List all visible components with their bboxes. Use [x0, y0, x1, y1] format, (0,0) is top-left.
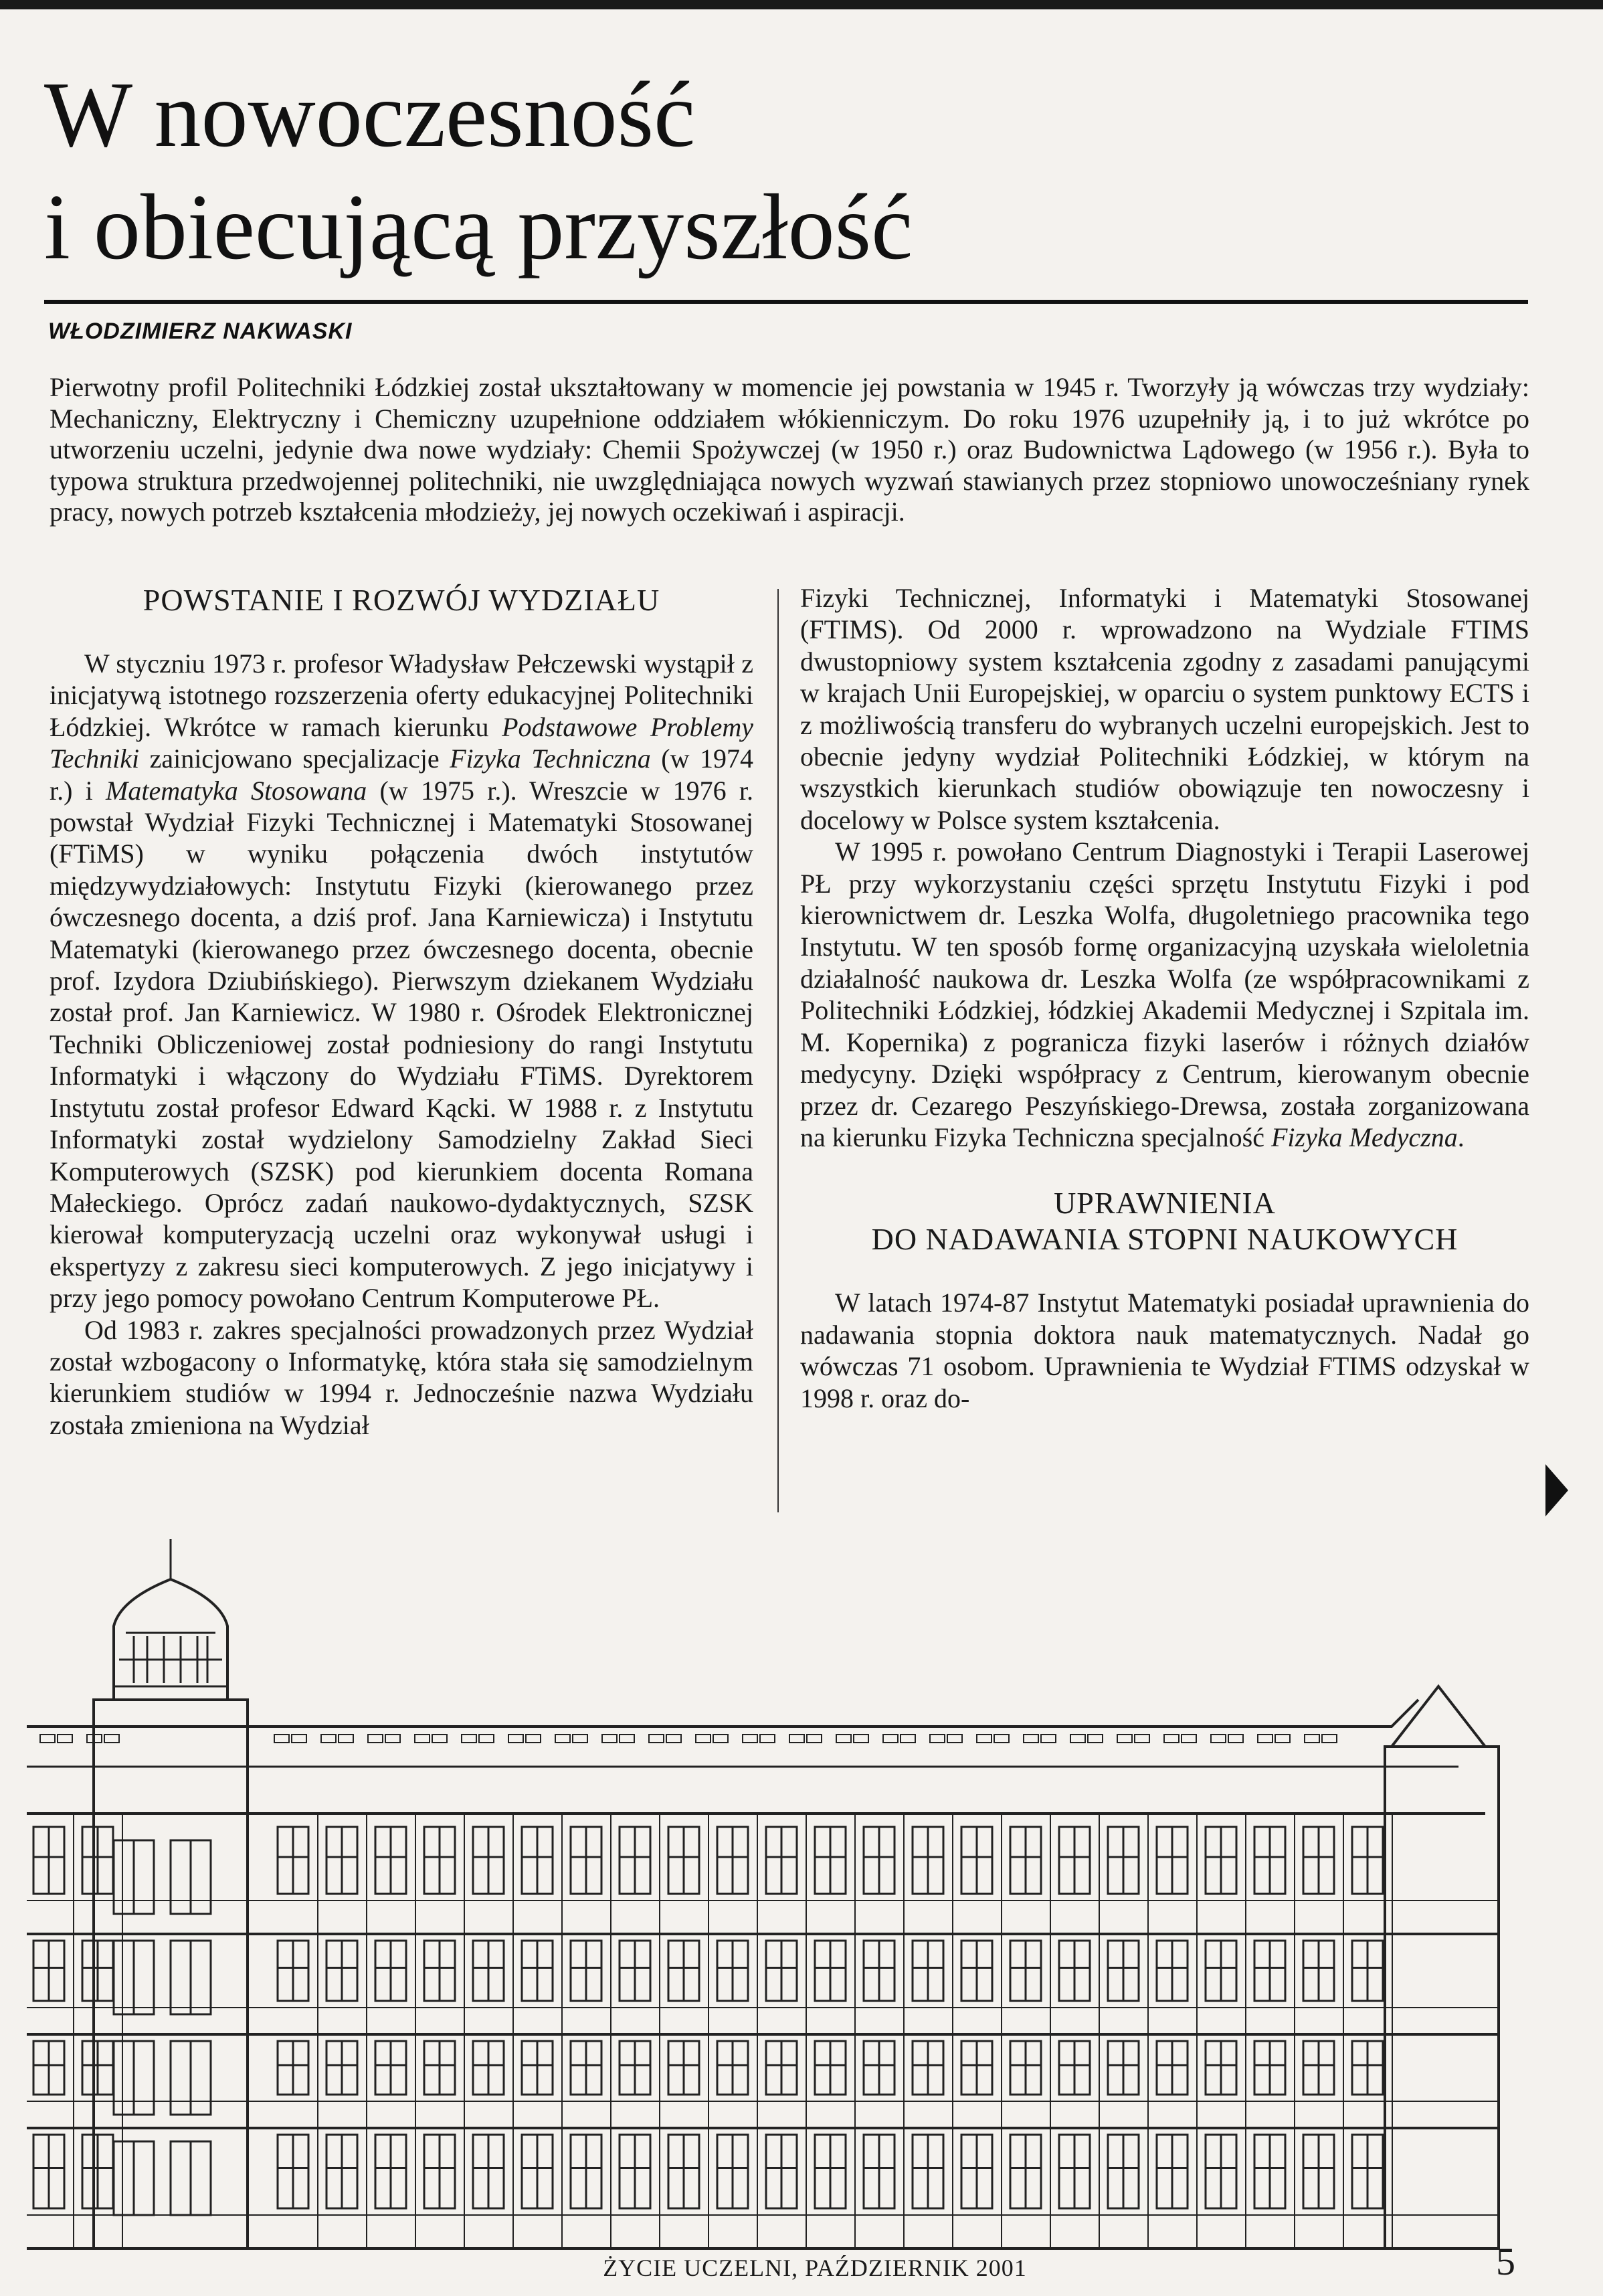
italic-term: Podstawowe Problemy Techniki	[50, 711, 753, 774]
page-number: 5	[1496, 2240, 1515, 2283]
roof-window	[462, 1735, 494, 1743]
roof-window	[40, 1735, 72, 1743]
facade-window	[571, 1827, 601, 1894]
facade-window	[1206, 1941, 1236, 2001]
facade-window	[961, 2041, 992, 2095]
facade-window	[571, 2041, 601, 2095]
facade-window	[473, 1941, 504, 2001]
facade-window	[913, 1827, 943, 1894]
body-paragraph: W styczniu 1973 r. profesor Władysław Pełczewski wystąpił z inicjatywą istotnego rozszerzenia oferty edukacyjnej Politechniki Łódzkiej. Wkrótce w ramach kierunku Podstawowe Problemy Techniki zainicjowano specjalizacje Fizyka Techniczna (w 1974 r.) i Matematyka Stosowana (w 1975 r.). Wreszcie w 1976 r. powstał Wydział Fizyki Technicznej i Matematyki Stosowanej (FTiMS) w wyniku połączenia dwóch instytutów międzywydziałowych: Instytutu Fizyki (kierowanego przez ówczesnego docenta, a dziś prof. Jana Karniewicza) i Instytutu Matematyki (kierowanego przez ówczesnego docenta, obecnie prof. Izydora Dziubińskiego). Pierwszym dziekanem Wydziału został prof. Jan Karniewicz. W 1980 r. Ośrodek Elektronicznej Techniki Obliczeniowej został podniesiony do rangi Instytutu Informatyki i włączony do Wydziału FTiMS. Dyrektorem Instytutu został profesor Edward Kącki. W 1988 r. z Instytutu Informatyki został wydzielony Samodzielny Zakład Sieci Komputerowych (SZSK) pod kierunkiem docenta Romana Małeckiego. Oprócz zadań naukowo-dydaktycznych, SZSK kierował komputeryzacją uczelni oraz wykonywał usługi i ekspertyzy z zakresu sieci komputerowych. Z jego inicjatywy i przy jego pomocy powołano Centrum Komputerowe PŁ.	[50, 648, 754, 1314]
facade-window	[473, 1827, 504, 1894]
roof-window	[836, 1735, 868, 1743]
section-heading-powstanie: POWSTANIE I ROZWÓJ WYDZIAŁU	[143, 583, 660, 617]
column-divider	[777, 589, 779, 1512]
facade-window	[33, 1941, 64, 2001]
facade-window	[1010, 2135, 1041, 2208]
facade-window	[1059, 2041, 1090, 2095]
facade-window	[1352, 1827, 1383, 1894]
facade-window	[717, 2041, 748, 2095]
body-paragraph: Od 1983 r. zakres specjalności prowadzonych przez Wydział został wzbogacony o Informatykę, która stała się samodzielnym kierunkiem studiów w 1994 r. Jednocześnie nazwa Wydziału została zmieniona na Wydział	[50, 1314, 753, 1440]
tower-window	[171, 1941, 211, 2014]
facade-window	[766, 1941, 797, 2001]
roof-window	[321, 1735, 353, 1743]
facade-window	[82, 2041, 113, 2095]
facade-window	[1010, 1941, 1041, 2001]
facade-window	[33, 2041, 64, 2095]
facade-window	[82, 2135, 113, 2208]
italic-term: Fizyka Medyczna	[1270, 1122, 1458, 1152]
facade-window	[1254, 1827, 1285, 1894]
facade-window	[815, 1827, 846, 1894]
facade-window	[766, 2041, 797, 2095]
body-paragraph: Fizyki Technicznej, Informatyki i Matematyki Stosowanej (FTIMS). Od 2000 r. wprowadzono na Wydziale FTIMS dwustopniowy system kształcenia zgodny z zasadami panującymi w krajach Unii Europejskiej, w oparciu o system punktowy ECTS i z możliwością transferu do wybranych uczelni europejskich. Jest to obecnie jedyny wydział Politechniki Łódzkiej, w którym na wszystkich kierunkach studiów obowiązuje ten nowoczesny i docelowy w Polsce system kształcenia.	[800, 583, 1529, 835]
article-title	[44, 59, 913, 284]
roof-window	[1211, 1735, 1243, 1743]
continue-arrow-icon	[1545, 1464, 1568, 1516]
facade-window	[961, 2135, 992, 2208]
facade-window	[522, 2135, 553, 2208]
facade-window	[1108, 1941, 1139, 2001]
lead-paragraph: Pierwotny profil Politechniki Łódzkiej został ukształtowany w momencie jej powstania w 1945 r. Tworzyły ją wówczas trzy wydziały: Mechaniczny, Elektryczny i Chemiczny uzupełnione oddziałem włókienniczym. Do roku 1976 uzupełniły ją, i to już wkrótce po utworzeniu uczelni, jedynie dwa nowe wydziały: Chemii Spożywczej (w 1950 r.) oraz Budownictwa Lądowego (w 1956 r.). Była to typowa struktura przedwojennej politechniki, nie uwzględniająca nowych wyzwań stawianych przez stopniowo unowocześniany rynek pracy, nowych potrzeb kształcenia młodzieży, jej nowych oczekiwań i aspiracji.	[50, 372, 1529, 527]
tower-window	[114, 1941, 154, 2014]
facade-window	[473, 2135, 504, 2208]
facade-window	[1157, 1941, 1188, 2001]
facade-window	[375, 2135, 406, 2208]
facade-window	[620, 1941, 650, 2001]
section-heading-uprawnienia: UPRAWNIENIA DO NADAWANIA STOPNI NAUKOWYCH	[871, 1186, 1458, 1257]
facade-window	[1059, 2135, 1090, 2208]
facade-window	[278, 1827, 308, 1894]
facade-window	[522, 2041, 553, 2095]
roof-window	[1305, 1735, 1337, 1743]
facade-window	[326, 1827, 357, 1894]
roof-window	[649, 1735, 681, 1743]
facade-window	[1254, 2135, 1285, 2208]
roof-window	[1164, 1735, 1196, 1743]
tower-window	[114, 2041, 154, 2115]
facade-window	[717, 1941, 748, 2001]
facade-window	[1157, 2135, 1188, 2208]
facade-window	[864, 1941, 894, 2001]
roof-window	[743, 1735, 775, 1743]
facade-window	[424, 2135, 455, 2208]
facade-window	[473, 2041, 504, 2095]
facade-window	[766, 1827, 797, 1894]
facade-window	[1352, 2135, 1383, 2208]
tower-window	[114, 2141, 154, 2215]
facade-window	[766, 2135, 797, 2208]
roof-window	[87, 1735, 119, 1743]
facade-window	[1206, 1827, 1236, 1894]
facade-window	[864, 2041, 894, 2095]
facade-window	[1108, 2135, 1139, 2208]
facade-window	[424, 1827, 455, 1894]
facade-window	[815, 2041, 846, 2095]
facade-window	[1157, 2041, 1188, 2095]
roof-window	[977, 1735, 1009, 1743]
facade-window	[1108, 1827, 1139, 1894]
facade-window	[717, 2135, 748, 2208]
facade-window	[668, 1827, 699, 1894]
facade-window	[620, 2135, 650, 2208]
facade-window	[33, 1827, 64, 1894]
facade-window	[1206, 2135, 1236, 2208]
facade-window	[571, 2135, 601, 2208]
facade-window	[1254, 1941, 1285, 2001]
facade-window	[1303, 2041, 1334, 2095]
facade-window	[571, 1941, 601, 2001]
roof-window	[508, 1735, 541, 1743]
roof-window	[1024, 1735, 1056, 1743]
facade-window	[375, 1827, 406, 1894]
facade-window	[864, 1827, 894, 1894]
tower-window	[171, 1840, 211, 1914]
facade-window	[82, 1941, 113, 2001]
roof-window	[555, 1735, 587, 1743]
facade-window	[913, 1941, 943, 2001]
facade-window	[717, 1827, 748, 1894]
facade-window	[620, 1827, 650, 1894]
facade-window	[326, 1941, 357, 2001]
roof-window	[1070, 1735, 1103, 1743]
facade-window	[424, 1941, 455, 2001]
facade-window	[961, 1941, 992, 2001]
facade-window	[375, 1941, 406, 2001]
page-top-edge	[0, 0, 1603, 9]
facade-window	[1303, 1827, 1334, 1894]
facade-window	[33, 2135, 64, 2208]
facade-window	[620, 2041, 650, 2095]
facade-window	[864, 2135, 894, 2208]
roof-window	[930, 1735, 962, 1743]
tower-window	[171, 2041, 211, 2115]
facade-window	[1303, 1941, 1334, 2001]
building-illustration	[13, 1526, 1519, 2275]
body-paragraph: W latach 1974-87 Instytut Matematyki posiadał uprawnienia do nadawania stopnia doktora nauk matematycznych. Nadał go wówczas 71 osobom. Uprawnienia te Wydział FTIMS odzyskał w 1998 r. oraz do-	[800, 1288, 1529, 1413]
facade-window	[1108, 2041, 1139, 2095]
roof-window	[602, 1735, 634, 1743]
facade-window	[815, 2135, 846, 2208]
roof-window	[1258, 1735, 1290, 1743]
facade-window	[1254, 2041, 1285, 2095]
facade-window	[1157, 1827, 1188, 1894]
facade-window	[326, 2041, 357, 2095]
title-rule	[44, 300, 1528, 304]
body-paragraph: W 1995 r. powołano Centrum Diagnostyki i Terapii Laserowej PŁ przy wykorzystaniu części sprzętu Instytutu Fizyki i pod kierownictwem dr. Leszka Wolfa, długoletniego pracownika tego Instytutu. W ten sposób formę organizacyjną uzyskała wieloletnia działalność naukowa dr. Leszka Wolfa (ze współpracownikami z Politechniki Łódzkiej, łódzkiej Akademii Medycznej i Szpitala im. M. Kopernika) z pogranicza fizyki laserów i różnych działów medycyny. Dzięki współpracy z Centrum, kierowanym obecnie przez dr. Cezarego Peszyńskiego-Drewsa, została zorganizowana na kierunku Fizyka Techniczna specjalność Fizyka Medyczna.	[800, 836, 1529, 1152]
facade-window	[278, 1941, 308, 2001]
facade-window	[961, 1827, 992, 1894]
roof-window	[1117, 1735, 1149, 1743]
roof-window	[696, 1735, 728, 1743]
facade-window	[522, 1827, 553, 1894]
facade-window	[1352, 1941, 1383, 2001]
facade-window	[326, 2135, 357, 2208]
roof-window	[368, 1735, 400, 1743]
facade-window	[913, 2041, 943, 2095]
tower-window	[114, 1840, 154, 1914]
footer-publication: ŻYCIE UCZELNI, PAŹDZIERNIK 2001	[603, 2255, 1027, 2281]
facade-window	[913, 2135, 943, 2208]
roof-window	[789, 1735, 822, 1743]
facade-window	[1059, 1827, 1090, 1894]
facade-window	[1352, 2041, 1383, 2095]
facade-window	[815, 1941, 846, 2001]
facade-window	[1010, 1827, 1041, 1894]
facade-window	[1010, 2041, 1041, 2095]
title-line-1: W nowoczesność	[44, 63, 696, 167]
roof-window	[274, 1735, 306, 1743]
facade-window	[1206, 2041, 1236, 2095]
facade-window	[668, 2135, 699, 2208]
facade-window	[1303, 2135, 1334, 2208]
roof-window	[883, 1735, 915, 1743]
facade-window	[424, 2041, 455, 2095]
author-byline: WŁODZIMIERZ NAKWASKI	[48, 319, 353, 344]
facade-window	[522, 1941, 553, 2001]
facade-window	[1059, 1941, 1090, 2001]
facade-window	[668, 2041, 699, 2095]
facade-window	[375, 2041, 406, 2095]
italic-term: Matematyka Stosowana	[106, 775, 367, 806]
left-column	[50, 582, 753, 1441]
roof-window	[415, 1735, 447, 1743]
facade-window	[278, 2135, 308, 2208]
facade-window	[278, 2041, 308, 2095]
right-column	[800, 582, 1529, 1414]
tower-window	[171, 2141, 211, 2215]
facade-window	[668, 1941, 699, 2001]
italic-term: Fizyka Techniczna	[450, 743, 651, 774]
title-line-2: i obiecującą przyszłość	[44, 175, 913, 279]
facade-window	[82, 1827, 113, 1894]
